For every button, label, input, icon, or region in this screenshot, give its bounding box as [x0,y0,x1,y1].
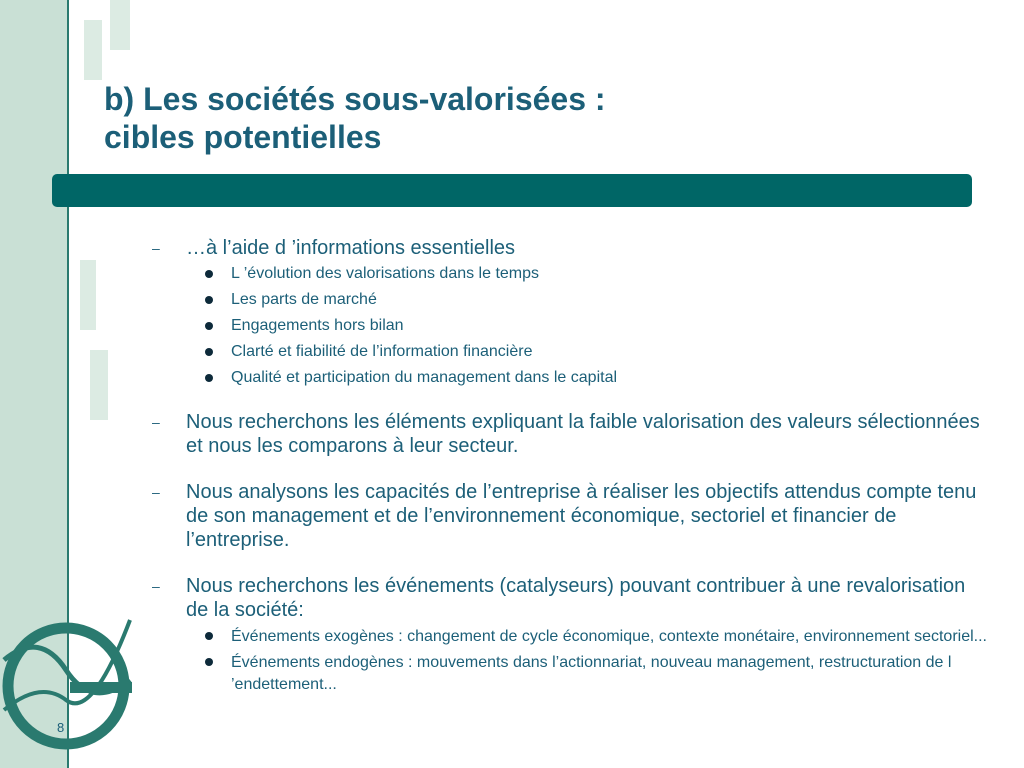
sub-item [197,368,992,388]
section-4-text: Nous recherchons les événements (catalyseurs) pouvant contribuer à une revalorisation de la société: [186,575,966,621]
bullet-dot [205,322,213,330]
bullet-dot [205,296,213,304]
sub-item-text: Événements endogènes : mouvements dans l’actionnariat, nouveau management, restructuration de l ’endettement... [231,654,952,693]
sub-item-text: L ’évolution des valorisations dans le temps [231,265,540,282]
section-1-text: …à l’aide d ’informations essentielles [186,237,516,259]
bullet-section-4 [152,574,992,622]
dash-marker: – [152,240,160,256]
company-logo [0,600,140,768]
dash-marker: – [152,484,160,500]
bullet-dot [205,348,213,356]
section-4-sublist [152,626,992,696]
sub-item-text: Événements exogènes : changement de cycle économique, contexte monétaire, environnement sectoriel... [231,628,987,645]
section-3-text: Nous analysons les capacités de l’entreprise à réaliser les objectifs attendus compte tenu de son management et de l’environnement économique, sectoriel et financier de l’entreprise. [186,481,977,551]
sidebar-decoration [90,350,108,420]
sidebar-decoration [84,20,102,80]
title-underline-bar [52,174,972,207]
bullet-section-3 [152,480,992,552]
dash-marker: – [152,578,160,594]
sub-item [197,342,992,362]
sub-item-text: Les parts de marché [231,291,377,308]
section-2-text: Nous recherchons les éléments expliquant la faible valorisation des valeurs sélectionnées et nous les comparons à leur secteur. [186,411,980,457]
bullet-section-2 [152,410,992,458]
bullet-dot [205,632,213,640]
bullet-dot [205,270,213,278]
sidebar-decoration [110,0,130,50]
sub-item [197,652,992,696]
slide-title-line2: cibles potentielles [104,119,382,155]
dash-marker: – [152,414,160,430]
sub-item [197,626,992,648]
sub-item [197,264,992,284]
slide-number: 8 [57,720,65,735]
slide-title [104,80,984,156]
sidebar-decoration [80,260,96,330]
bullet-dot [205,374,213,382]
sub-item-text: Engagements hors bilan [231,317,404,334]
slide-title-line1: b) Les sociétés sous-valorisées : [104,81,606,117]
bullet-dot [205,658,213,666]
bullet-section-1 [152,236,992,260]
sub-item-text: Clarté et fiabilité de l’information financière [231,343,533,360]
sub-item-text: Qualité et participation du management dans le capital [231,369,618,386]
sub-item [197,316,992,336]
section-1-sublist [152,264,992,388]
slide-content [152,236,992,700]
sub-item [197,290,992,310]
